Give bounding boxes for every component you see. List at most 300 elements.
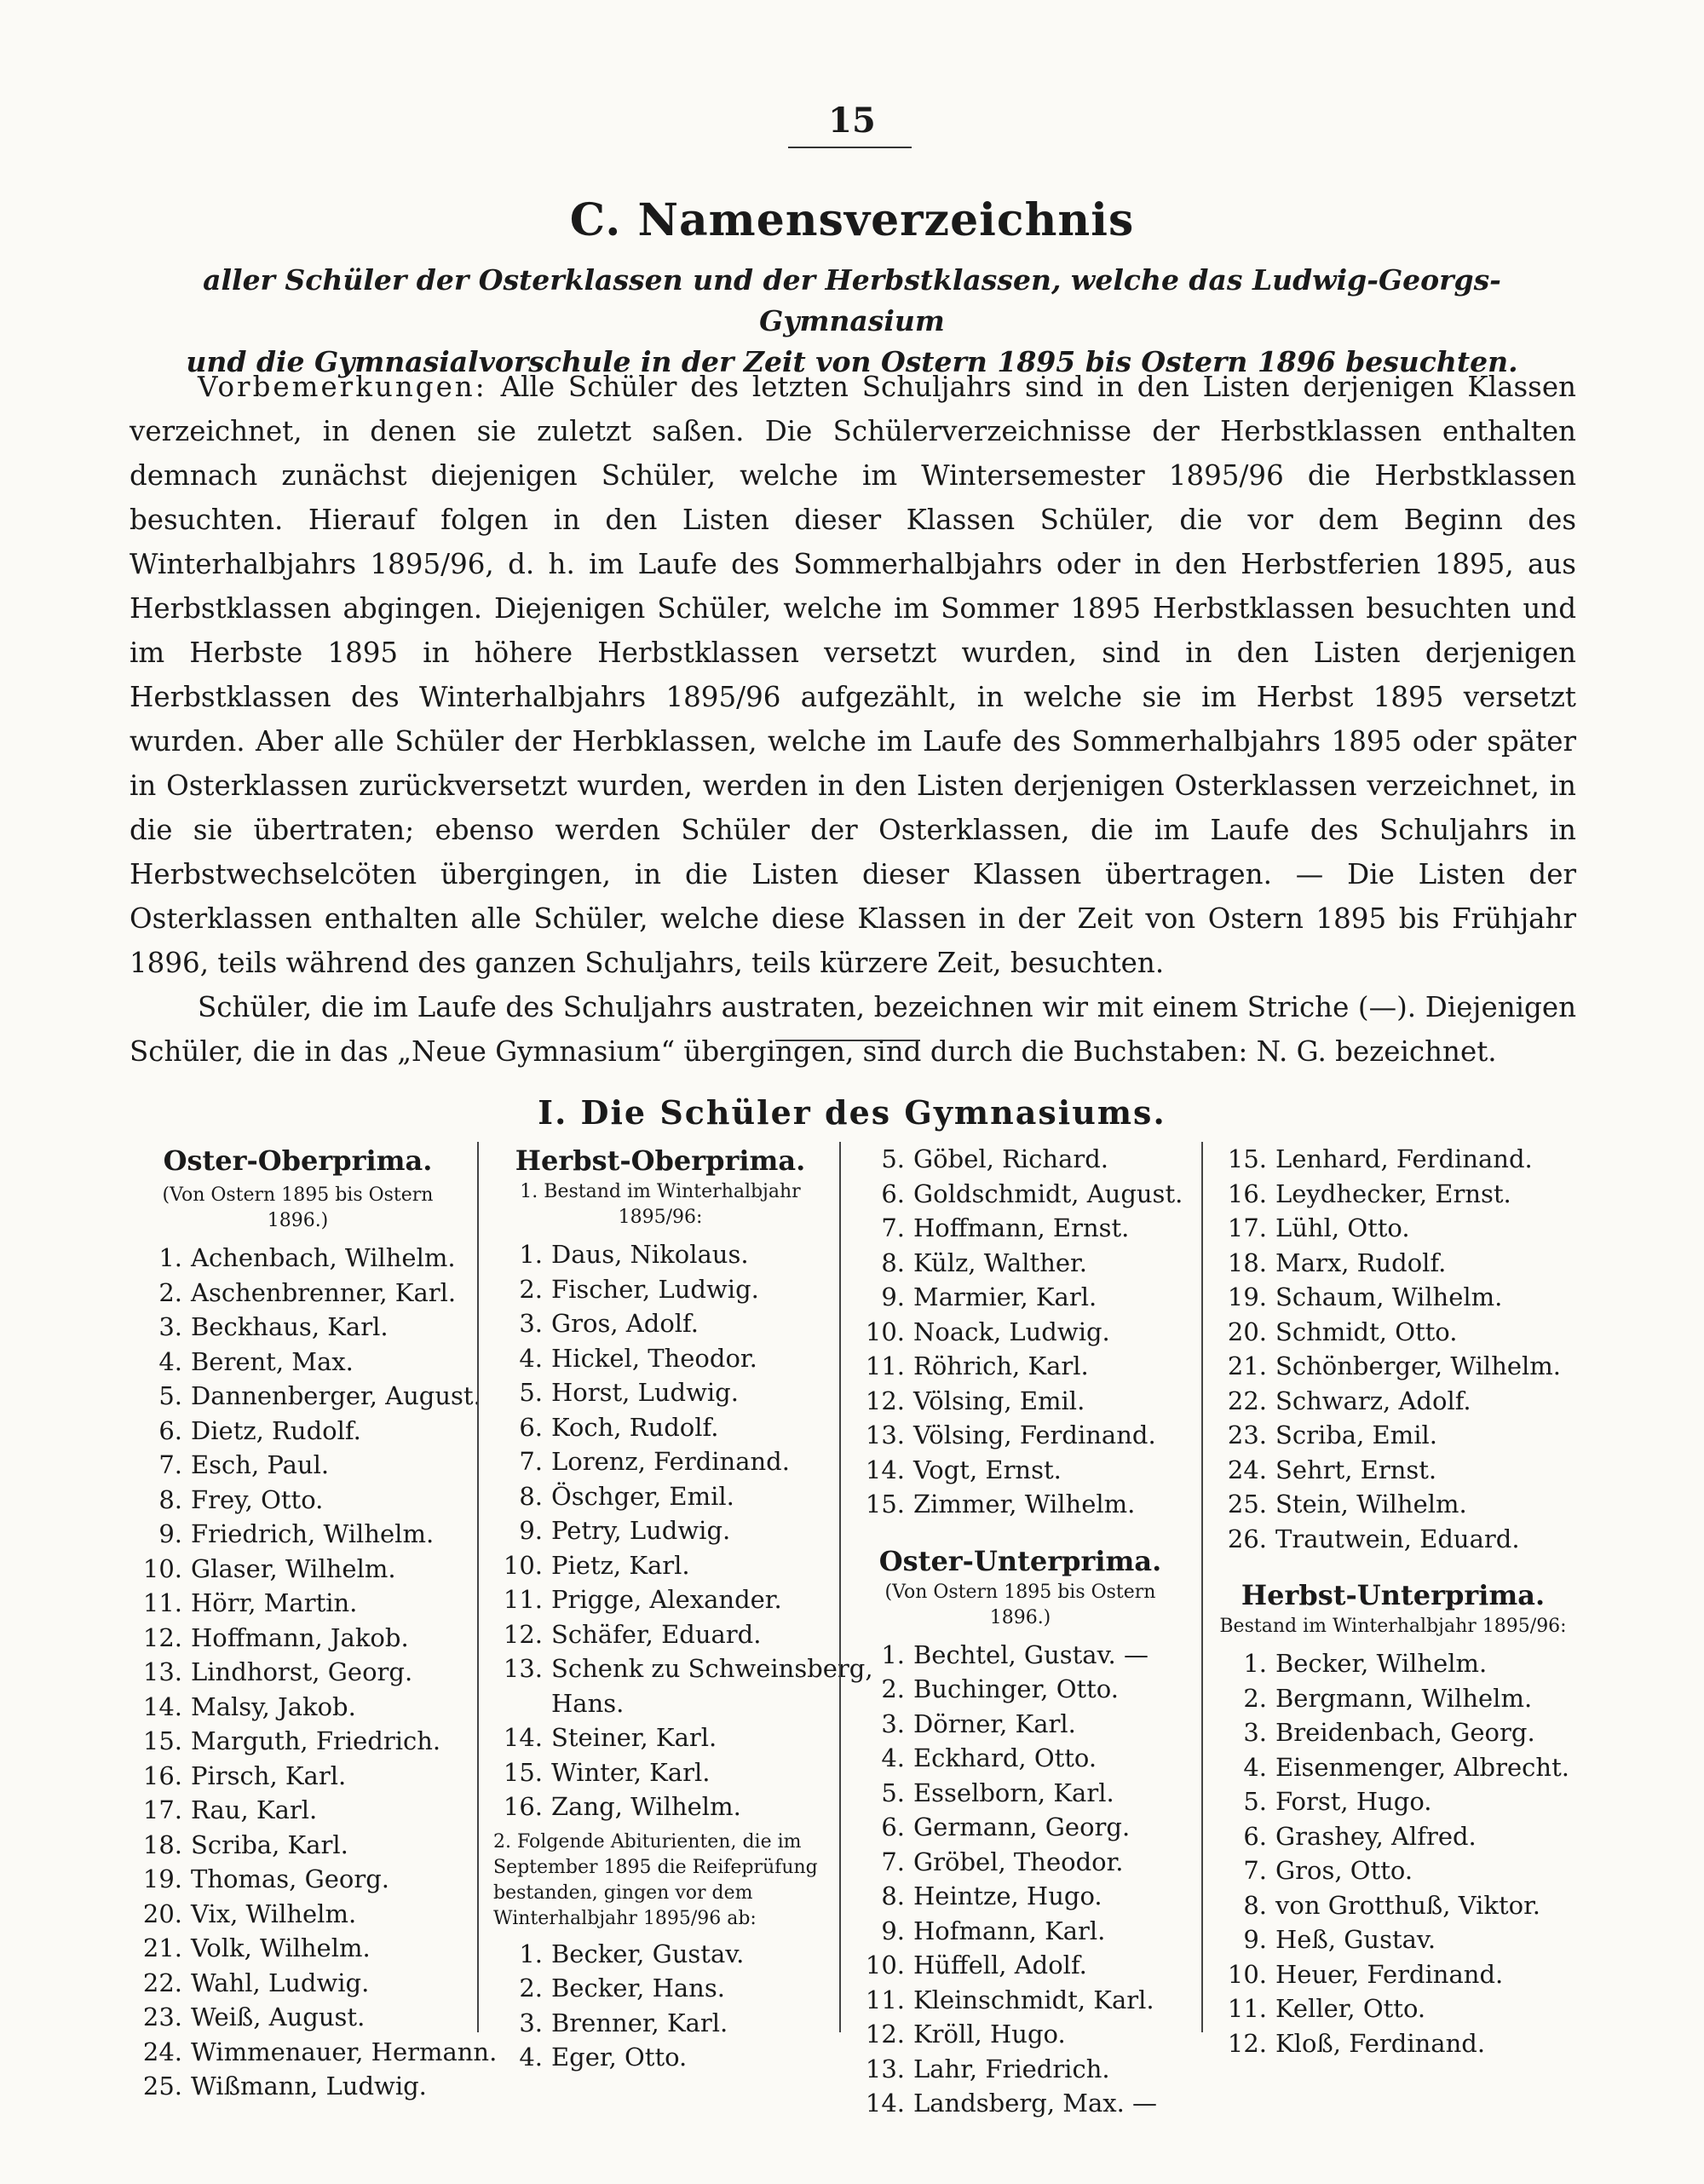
entry-number: 9. [158,1519,182,1548]
entry-number: 6. [881,1178,905,1208]
entry-number: 11. [865,1351,905,1380]
entry-number: 15. [1227,1144,1267,1173]
student-name: Hörr, Martin. [191,1588,358,1617]
student-list-oberprima-cont [852,1142,1189,1522]
student-name: Lahr, Friedrich. [913,2054,1110,2083]
entry-number: 4. [519,1343,543,1373]
list-item [852,1948,1189,1983]
list-item [1214,1453,1572,1488]
list-item [130,1655,466,1690]
entry-number: 5. [1243,1787,1267,1816]
list-item [490,1237,831,1272]
entry-number: 10. [503,1550,543,1580]
entry-number: 12. [865,1386,905,1415]
list-item [852,1418,1189,1453]
list-item [852,1638,1189,1673]
class-heading-herbst-unterprima: Herbst-Unterprima. [1241,1579,1546,1611]
entry-number: 5. [881,1144,905,1173]
list-item [852,1177,1189,1212]
entry-number: 12. [142,1622,182,1652]
entry-number: 11. [503,1585,543,1614]
entry-number: 10. [1227,1959,1267,1989]
list-item [130,1621,466,1656]
entry-number: 2. [158,1277,182,1307]
student-name: Göbel, Richard. [913,1144,1109,1173]
entry-number: 10. [865,1317,905,1346]
student-name: Esselborn, Karl. [913,1778,1114,1807]
list-item [852,1672,1189,1707]
student-name: Sehrt, Ernst. [1275,1455,1437,1484]
entry-number: 17. [142,1795,182,1824]
list-item [130,1414,466,1449]
list-item [130,1724,466,1759]
list-item [1214,1681,1572,1716]
student-name: Noack, Ludwig. [913,1317,1110,1346]
list-item [130,1483,466,1518]
list-item [130,1828,466,1863]
list-item [490,2006,831,2041]
section-heading: I. Die Schüler des Gymnasiums. [538,1093,1166,1132]
column-herbst-unterprima [1214,1142,1572,2060]
student-name: Pietz, Karl. [551,1550,690,1580]
student-name: Schmidt, Otto. [1275,1317,1458,1346]
entry-number: 3. [519,1309,543,1338]
student-name: Petry, Ludwig. [551,1516,731,1545]
student-name: Winter, Karl. [551,1757,711,1787]
list-item [852,1983,1189,2018]
entry-number: 2. [519,1974,543,2002]
entry-number: 3. [1243,1718,1267,1747]
student-name: Scriba, Emil. [1275,1420,1437,1449]
list-item [130,1276,466,1311]
student-name: Buchinger, Otto. [913,1674,1119,1703]
student-name: Kloß, Ferdinand. [1275,2028,1486,2058]
student-name: Vix, Wilhelm. [191,1899,357,1928]
entry-number: 14. [503,1723,543,1752]
list-item [1214,1418,1572,1453]
entry-number: 2. [519,1274,543,1304]
list-item [130,1931,466,1966]
list-item [490,1410,831,1445]
class-note-herbst-unterprima: Bestand im Winterhalbjahr 1895/96: [1219,1616,1567,1637]
list-item [1214,1715,1572,1750]
student-name: Koch, Rudolf. [551,1412,719,1442]
list-item [490,2040,831,2075]
class-note-oster-oberprima: (Von Ostern 1895 bis Ostern 1896.) [162,1184,434,1231]
list-item [1214,1246,1572,1281]
entry-number: 11. [865,1985,905,2014]
list-item [1214,1349,1572,1384]
entry-number: 2. [1243,1683,1267,1713]
list-item [1214,1819,1572,1854]
entry-number: 4. [1243,1752,1267,1782]
entry-number: 11. [1227,1994,1267,2023]
student-name: Hickel, Theodor. [551,1343,757,1373]
entry-number: 17. [1227,1213,1267,1242]
student-name: Friedrich, Wilhelm. [191,1519,435,1548]
entry-number: 15. [865,1490,905,1518]
student-name: Hoffmann, Ernst. [913,1213,1130,1242]
entry-number: 3. [519,2008,543,2037]
list-item [130,1966,466,2001]
student-name: Weiß, August. [191,2002,366,2031]
entry-number: 4. [519,2043,543,2072]
list-item [490,1617,831,1652]
entry-number: 19. [1227,1282,1267,1311]
list-item [130,1241,466,1276]
entry-number: 1. [1243,1649,1267,1678]
list-item [130,1310,466,1345]
entry-number: 25. [142,2072,182,2100]
student-name: Berent, Max. [191,1346,354,1376]
student-name: Becker, Hans. [551,1974,725,2002]
student-name-continuation: Hans. [551,1688,625,1718]
list-item [1214,1888,1572,1923]
student-name: Röhrich, Karl. [913,1351,1089,1380]
student-name: Frey, Otto. [191,1484,324,1514]
student-name: Breidenbach, Georg. [1275,1718,1535,1747]
student-name: Leydhecker, Ernst. [1275,1178,1511,1208]
student-name: Lindhorst, Georg. [191,1657,413,1686]
student-name: Dörner, Karl. [913,1709,1076,1738]
entry-number: 10. [865,1951,905,1979]
student-name: Öschger, Emil. [551,1481,734,1511]
list-item [490,1789,831,1824]
entry-number: 14. [142,1691,182,1721]
student-name: Dietz, Rudolf. [191,1415,361,1445]
list-item [852,1707,1189,1742]
student-name: Zang, Wilhelm. [551,1792,741,1821]
entry-number: 9. [519,1516,543,1545]
list-item [852,1246,1189,1281]
entry-number: 1. [881,1639,905,1669]
list-item [130,2035,498,2070]
entry-number: 8. [1243,1890,1267,1920]
entry-number: 25. [1227,1490,1267,1518]
entry-number: 1. [519,1240,543,1269]
entry-number: 10. [142,1553,182,1583]
student-name: Malsy, Jakob. [191,1691,356,1721]
list-item [1214,1646,1572,1681]
entry-number: 13. [865,2054,905,2083]
list-item [490,1971,831,2006]
page-number-rule [788,147,912,148]
entry-number: 24. [142,2037,182,2066]
class-heading-oster-unterprima: Oster-Unterprima. [878,1544,1162,1577]
student-name: Horst, Ludwig. [551,1378,739,1407]
list-item [1214,1784,1572,1819]
list-item [130,1379,481,1414]
entry-number: 15. [503,1757,543,1787]
list-item [130,2000,466,2035]
list-item [1214,1522,1572,1557]
student-name: Brenner, Karl. [551,2008,728,2037]
list-item [490,1444,831,1479]
list-item [852,1879,1189,1914]
entry-number: 18. [142,1830,182,1859]
entry-number: 4. [881,1743,905,1772]
list-item [490,1479,831,1514]
entry-number: 8. [519,1481,543,1511]
list-item [130,1448,466,1483]
student-name: Hoffmann, Jakob. [191,1622,409,1652]
student-name: Achenbach, Wilhelm. [191,1243,456,1272]
list-item [1214,1384,1572,1419]
list-item [130,1897,466,1932]
student-name: Rau, Karl. [191,1795,318,1824]
student-name: Wahl, Ludwig. [191,1968,370,1997]
student-name: Germann, Georg. [913,1812,1131,1841]
student-name: Lenhard, Ferdinand. [1275,1144,1533,1173]
list-item [852,1142,1189,1177]
student-name: Gröbel, Theodor. [913,1847,1124,1876]
list-item [130,1690,466,1725]
prefatory-text-1: Alle Schüler des letzten Schuljahrs sind in den Listen derjenigen Klassen verzeichnet, in denen sie zuletzt saßen. Die Schülerverzeichnisse der Herbstklassen enthalten demnach zunächst diejenigen Schüler, welche im Wintersemester 1895/96 die Herbstklassen besuchten. Hierauf folgen in den Listen dieser Klassen Schüler, die vor dem Beginn des Winterhalbjahrs 1895/96, d. h. im Laufe des Sommerhalbjahrs oder in den Herbstferien 1895, aus Herbstklassen abgingen. Diejenigen Schüler, welche im Sommer 1895 Herbstklassen besuchten und im Herbste 1895 in höhere Herbstklassen versetzt wurden, sind in den Listen derjenigen Herbstklassen des Winterhalbjahrs 1895/96 aufgezählt, in welche sie im Herbst 1895 versetzt wurden. Aber alle Schüler der Herbklassen, welche im Laufe des Sommerhalbjahrs 1895 oder später in Osterklassen zurückversetzt wurden, werden in den Listen derjenigen Osterklassen verzeichnet, in die sie übertraten; ebenso werden Schüler der Osterklassen, die im Laufe des Schuljahrs in Herbstwechselcöten übergingen, in die Listen dieser Klassen übertragen. — Die Listen der Osterklassen enthalten alle Schüler, welche diese Klassen in der Zeit von Ostern 1895 bis Frühjahr 1896, teils während des ganzen Schuljahrs, teils kürzere Zeit, besuchten. [130,371,1576,979]
student-name: Steiner, Karl. [551,1723,717,1752]
student-name: Külz, Walther. [913,1248,1087,1277]
entry-number: 5. [158,1381,182,1410]
student-name: Kröll, Hugo. [913,2020,1066,2049]
entry-number: 24. [1227,1455,1267,1484]
entry-number: 7. [158,1450,182,1479]
column-separator [477,1142,479,2032]
student-name: Volk, Wilhelm. [191,1933,371,1962]
student-name: Völsing, Ferdinand. [913,1420,1156,1449]
entry-number: 23. [1227,1420,1267,1449]
entry-number: 6. [519,1412,543,1442]
list-item [130,1586,466,1621]
student-name: Fischer, Ludwig. [551,1274,759,1304]
entry-number: 6. [158,1415,182,1445]
student-name: Schenk zu Schweinsberg, [551,1654,873,1683]
list-item [130,1862,466,1897]
student-name: Becker, Wilhelm. [1275,1649,1488,1678]
entry-number: 3. [158,1312,182,1341]
student-list-oster-oberprima [130,1241,498,2104]
entry-number: 12. [1227,2028,1267,2058]
list-item [852,1776,1189,1811]
student-name: Eger, Otto. [551,2043,688,2072]
student-name: Landsberg, Max. — [913,2089,1158,2118]
student-list-herbst-oberprima-1 [490,1237,873,1824]
student-name: Aschenbrenner, Karl. [191,1277,457,1307]
student-name: Schönberger, Wilhelm. [1275,1351,1562,1380]
list-item [1214,1177,1572,1212]
list-item [1214,1315,1572,1350]
student-name: Kleinschmidt, Karl. [913,1985,1154,2014]
entry-number: 8. [158,1484,182,1514]
list-item [490,1341,831,1376]
entry-number: 6. [1243,1821,1267,1851]
list-item [1214,2026,1572,2061]
list-item [1214,1957,1572,1992]
column-separator [839,1142,841,2032]
entry-number: 2. [881,1674,905,1703]
class-note-herbst-oberprima: 1. Bestand im Winterhalbjahr 1895/96: [520,1181,801,1228]
entry-number: 23. [142,2002,182,2031]
student-name: Forst, Hugo. [1275,1787,1432,1816]
entry-number: 16. [142,1760,182,1790]
list-item [852,1280,1189,1315]
student-name: Gros, Otto. [1275,1856,1413,1885]
page-number: 15 [828,101,876,141]
student-name: von Grotthuß, Viktor. [1275,1890,1540,1920]
entry-number: 16. [1227,1178,1267,1208]
list-item [852,2052,1189,2087]
student-name: Marmier, Karl. [913,1282,1097,1311]
entry-number: 9. [881,1282,905,1311]
list-item [1214,1853,1572,1888]
student-name: Esch, Paul. [191,1450,330,1479]
prefatory-paragraph-1 [130,365,1576,985]
student-name: Heintze, Hugo. [913,1881,1102,1910]
student-name: Hüffell, Adolf. [913,1951,1087,1979]
student-name: Pirsch, Karl. [191,1760,347,1790]
entry-number: 16. [503,1792,543,1821]
list-item [852,1211,1189,1246]
student-name: Heß, Gustav. [1275,1925,1436,1954]
student-name: Becker, Gustav. [551,1939,745,1968]
list-item [490,1375,831,1410]
entry-number: 21. [1227,1351,1267,1380]
list-item [1214,1142,1572,1177]
list-item [490,1306,831,1341]
subtitle-line-1: aller Schüler der Osterklassen und der Herbstklassen, welche das Ludwig-Georgs-Gymnasium [203,263,1501,337]
student-name: Hofmann, Karl. [913,1916,1106,1945]
entry-number: 1. [158,1243,182,1272]
list-item [1214,1211,1572,1246]
student-name: Marx, Rudolf. [1275,1248,1447,1277]
student-name: Schwarz, Adolf. [1275,1386,1471,1415]
student-name: Goldschmidt, August. [913,1178,1183,1208]
student-name: Schäfer, Eduard. [551,1619,762,1649]
entry-number: 7. [519,1447,543,1476]
list-item [130,1345,466,1380]
entry-number: 22. [142,1968,182,1997]
class-heading-herbst-oberprima: Herbst-Oberprima. [515,1144,806,1177]
list-item [852,1453,1189,1488]
list-item [852,1845,1189,1880]
student-name: Dannenberger, August. [191,1381,481,1410]
student-name: Eckhard, Otto. [913,1743,1097,1772]
student-list-oster-unterprima [852,1638,1189,2121]
list-item [490,1651,873,1686]
entry-number: 1. [519,1939,543,1968]
list-item [490,1755,831,1790]
entry-number: 5. [519,1378,543,1407]
student-list-herbst-unterprima [1214,1646,1572,2060]
student-name: Lühl, Otto. [1275,1213,1410,1242]
entry-number: 19. [142,1864,182,1893]
column-oster-unterprima [852,1142,1189,2121]
entry-number: 6. [881,1812,905,1841]
list-item [130,1517,466,1552]
student-name: Thomas, Georg. [191,1864,390,1893]
prefatory-notes [130,365,1576,1074]
column-separator [1201,1142,1203,2032]
list-item [130,2069,466,2104]
entry-number: 13. [865,1420,905,1449]
entry-number: 20. [1227,1317,1267,1346]
subtitle-line-2: und die Gymnasialvorschule in der Zeit von Ostern 1895 bis Ostern 1896 besuchten. [186,345,1518,378]
list-item [852,1384,1189,1419]
list-item [130,1552,466,1587]
list-item [490,1548,831,1583]
list-item [490,1937,831,1972]
column-herbst-oberprima [490,1142,873,2075]
student-name: Keller, Otto. [1275,1994,1426,2023]
list-item [130,1793,466,1828]
list-item [490,1513,831,1548]
entry-number: 8. [881,1881,905,1910]
entry-number: 4. [158,1346,182,1376]
entry-number: 21. [142,1933,182,1962]
list-item [852,2017,1189,2052]
entry-number: 7. [881,1847,905,1876]
entry-number: 20. [142,1899,182,1928]
entry-number: 15. [142,1726,182,1755]
list-item [852,1487,1189,1522]
student-name: Bergmann, Wilhelm. [1275,1683,1533,1713]
student-name: Völsing, Emil. [913,1386,1085,1415]
entry-number: 8. [881,1248,905,1277]
student-name: Trautwein, Eduard. [1275,1524,1520,1553]
class-note-oster-unterprima: (Von Ostern 1895 bis Ostern 1896.) [884,1581,1156,1628]
entry-number: 9. [881,1916,905,1945]
student-name: Beckhaus, Karl. [191,1312,389,1341]
list-item [852,1914,1189,1949]
list-item [1214,1750,1572,1785]
entry-number: 12. [503,1619,543,1649]
list-item [852,1315,1189,1350]
entry-number: 3. [881,1709,905,1738]
class-heading-oster-oberprima: Oster-Oberprima. [163,1144,433,1177]
list-item [490,1582,831,1617]
student-name: Stein, Wilhelm. [1275,1490,1467,1518]
entry-number: 13. [142,1657,182,1686]
student-name: Gros, Adolf. [551,1309,699,1338]
student-name: Wißmann, Ludwig. [191,2072,427,2100]
student-name: Schaum, Wilhelm. [1275,1282,1503,1311]
list-item [130,1759,466,1794]
student-list-herbst-oberprima-2 [490,1937,831,2075]
entry-number: 18. [1227,1248,1267,1277]
student-name: Bechtel, Gustav. — [913,1639,1148,1669]
student-name: Prigge, Alexander. [551,1585,782,1614]
prefatory-label: Vorbemerkungen: [198,371,487,403]
entry-number: 7. [881,1213,905,1242]
list-item [852,1349,1189,1384]
entry-number: 13. [503,1654,543,1683]
entry-number: 26. [1227,1524,1267,1553]
section-divider [775,1040,920,1041]
student-name: Glaser, Wilhelm. [191,1553,396,1583]
entry-number: 12. [865,2020,905,2049]
student-name: Eisenmenger, Albrecht. [1275,1752,1569,1782]
student-name: Marguth, Friedrich. [191,1726,441,1755]
list-item [490,1272,831,1307]
list-item [1214,1922,1572,1957]
student-name: Heuer, Ferdinand. [1275,1959,1504,1989]
entry-number: 9. [1243,1925,1267,1954]
student-name: Daus, Nikolaus. [551,1240,749,1269]
student-name: Vogt, Ernst. [913,1455,1062,1484]
entry-number: 14. [865,2089,905,2118]
list-item [852,1810,1189,1845]
list-item [852,1741,1189,1776]
student-name: Scriba, Karl. [191,1830,348,1859]
prefatory-paragraph-2: Schüler, die im Laufe des Schuljahrs austraten, bezeichnen wir mit einem Striche (—). Diejenigen Schüler, die in das „Neue Gymnasium“ übergingen, sind durch die Buchstaben: N. G. bezeichnet. [130,991,1576,1068]
